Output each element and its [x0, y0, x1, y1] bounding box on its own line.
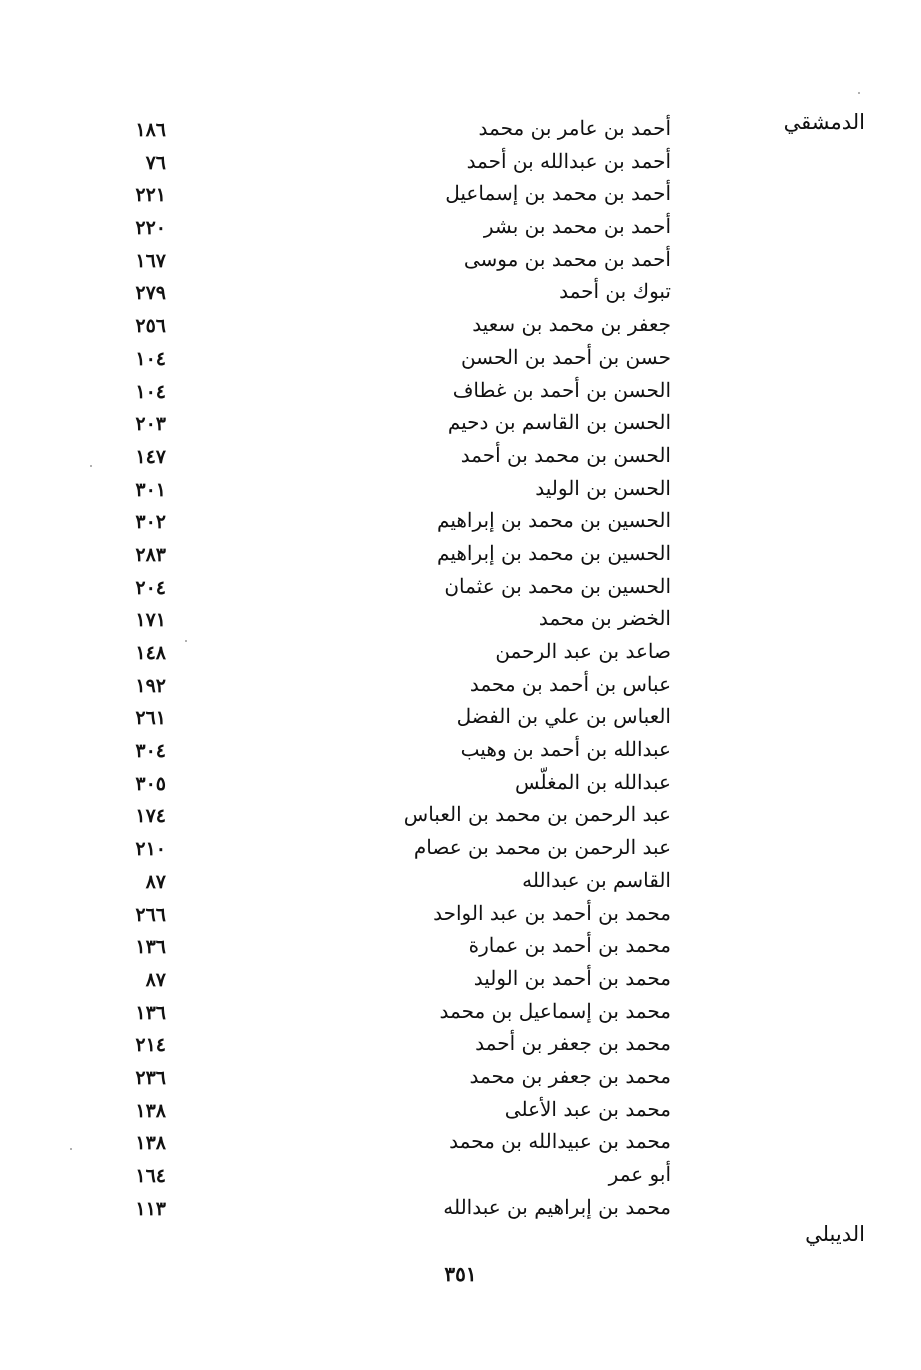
entry-page-number: ٣٠٢	[135, 511, 166, 534]
entry-page-number: ٢٢١	[135, 184, 166, 207]
entry-name: القاسم بن عبدالله	[522, 867, 671, 892]
entry-page-number: ٢١٤	[135, 1034, 166, 1057]
entry-name: عبد الرحمن بن محمد بن العباس	[403, 802, 671, 827]
entry-page-number: ٢٠٣	[135, 413, 166, 436]
entry-name: أحمد بن عامر بن محمد	[478, 116, 671, 140]
index-entry	[0, 374, 921, 407]
entry-name: الخضر بن محمد	[538, 606, 671, 631]
entry-page-number: ٨٧	[145, 870, 166, 893]
entry-name: محمد بن جعفر بن محمد	[469, 1063, 671, 1088]
entry-page-number: ١٠٤	[135, 380, 166, 403]
index-entry	[0, 308, 921, 341]
entry-page-number: ٣٠٤	[135, 740, 166, 763]
entry-name: الحسين بن محمد بن إبراهيم	[437, 540, 671, 565]
entry-page-number: ١٦٧	[135, 249, 166, 272]
scan-speck	[858, 92, 860, 94]
scan-speck	[70, 1148, 72, 1150]
entry-page-number: ٣٠١	[135, 478, 166, 501]
entry-page-number: ١٣٨	[135, 1132, 166, 1155]
index-entry	[0, 962, 921, 995]
entry-name: الحسين بن محمد بن إبراهيم	[437, 508, 671, 533]
entry-page-number: ١٨٦	[135, 119, 166, 141]
entry-name: عباس بن أحمد بن محمد	[469, 671, 671, 696]
entry-page-number: ٢٦١	[135, 707, 166, 730]
entry-name: محمد بن إبراهيم بن عبدالله	[443, 1194, 671, 1219]
index-entry	[0, 1027, 921, 1060]
index-entry	[0, 439, 921, 472]
entry-name: أحمد بن عبدالله بن أحمد	[466, 148, 671, 173]
entry-name: تبوك بن أحمد	[559, 279, 671, 304]
index-entry	[0, 570, 921, 603]
entry-name: حسن بن أحمد بن الحسن	[460, 344, 671, 369]
index-entry	[0, 929, 921, 962]
entry-name: محمد بن أحمد بن عمارة	[468, 933, 671, 958]
index-entry	[0, 798, 921, 831]
index-entry	[0, 831, 921, 864]
index-entry	[0, 1060, 921, 1093]
index-entry	[0, 177, 921, 210]
entry-page-number: ١٣٦	[135, 1001, 166, 1024]
entry-page-number: ٣٠٥	[135, 772, 166, 795]
entry-page-number: ١٧١	[135, 609, 166, 632]
index-entry	[0, 341, 921, 374]
entry-page-number: ١١٣	[135, 1197, 166, 1220]
entry-page-number: ١٩٢	[135, 674, 166, 697]
entry-name: عبد الرحمن بن محمد بن عصام	[413, 835, 671, 860]
entry-page-number: ١٣٨	[135, 1099, 166, 1122]
entry-name: أحمد بن محمد بن موسى	[463, 246, 671, 271]
entry-name: محمد بن إسماعيل بن محمد	[439, 998, 671, 1023]
index-entry	[0, 504, 921, 537]
section-label: الدمشقي	[783, 110, 865, 134]
entry-page-number: ٨٧	[145, 968, 166, 991]
index-entry	[0, 635, 921, 668]
index-entry	[0, 145, 921, 178]
entry-name: عبدالله بن أحمد بن وهيب	[460, 737, 671, 762]
entry-name: محمد بن عبيدالله بن محمد	[449, 1129, 671, 1154]
entry-name: أحمد بن محمد بن إسماعيل	[445, 181, 671, 206]
entry-page-number: ١٧٤	[135, 805, 166, 828]
entry-name: العباس بن علي بن الفضل	[456, 704, 671, 729]
entry-name: محمد بن أحمد بن عبد الواحد	[433, 900, 671, 925]
entry-name: محمد بن أحمد بن الوليد	[473, 965, 671, 990]
entry-page-number: ١٠٤	[135, 347, 166, 370]
entry-page-number: ٢٠٤	[135, 576, 166, 599]
entry-name: الحسن بن أحمد بن غطاف	[452, 377, 671, 402]
entry-name: محمد بن عبد الأعلى	[504, 1096, 671, 1121]
entry-page-number: ٢٥٦	[135, 315, 166, 338]
entry-page-number: ٢٧٩	[135, 282, 166, 305]
entry-name: أبو عمر	[608, 1162, 671, 1186]
index-entry	[0, 766, 921, 799]
index-entry	[0, 537, 921, 570]
index-entry	[0, 1158, 921, 1191]
index-entry	[0, 864, 921, 897]
index-entry	[0, 243, 921, 276]
index-entry	[0, 668, 921, 701]
entry-page-number: ١٤٧	[135, 445, 166, 468]
entry-page-number: ١٤٨	[135, 642, 166, 664]
index-entry	[0, 897, 921, 930]
scan-speck	[90, 465, 92, 467]
index-entry	[0, 472, 921, 505]
entry-page-number: ٢٦٦	[135, 903, 166, 926]
entry-name: جعفر بن محمد بن سعيد	[472, 312, 671, 337]
index-entry	[0, 1125, 921, 1158]
entry-name: الحسن بن محمد بن أحمد	[460, 442, 671, 467]
entry-page-number: ٧٦	[145, 151, 166, 174]
entry-page-number: ٢١٠	[135, 838, 166, 861]
entry-page-number: ١٣٦	[135, 936, 166, 959]
index-entry	[0, 1093, 921, 1126]
index-entry	[0, 700, 921, 733]
index-entry	[0, 602, 921, 635]
entry-page-number: ١٦٤	[135, 1165, 166, 1187]
scan-speck	[185, 640, 187, 642]
section-label: الديبلي	[805, 1221, 865, 1246]
entry-name: الحسن بن القاسم بن دحيم	[447, 410, 671, 435]
index-entry	[0, 733, 921, 766]
index-entry	[0, 1191, 921, 1224]
entry-name: الحسن بن الوليد	[535, 475, 671, 500]
index-entry	[0, 406, 921, 439]
index-entry	[0, 275, 921, 308]
index-entry	[0, 995, 921, 1028]
entry-name: محمد بن جعفر بن أحمد	[475, 1031, 671, 1056]
entry-page-number: ٢٨٣	[135, 543, 166, 566]
entry-page-number: ٢٣٦	[135, 1066, 166, 1089]
entry-name: صاعد بن عبد الرحمن	[495, 639, 671, 663]
entry-page-number: ٢٢٠	[135, 217, 166, 240]
index-entry	[0, 210, 921, 243]
page-number: ٣٥١	[444, 1262, 477, 1286]
entry-name: عبدالله بن المغلّس	[515, 769, 671, 794]
entry-name: أحمد بن محمد بن بشر	[483, 214, 671, 239]
entry-name: الحسين بن محمد بن عثمان	[444, 573, 671, 598]
index-entries	[0, 112, 921, 1223]
